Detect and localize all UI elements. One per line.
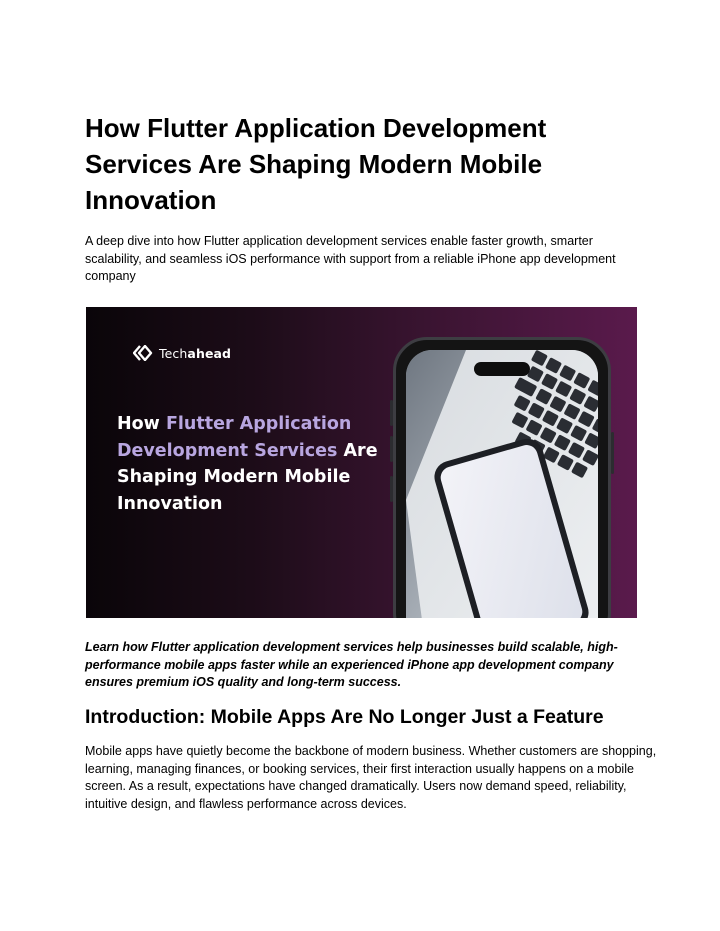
smartphone-icon [393, 337, 611, 618]
article-subtitle: A deep dive into how Flutter application development services enable faster growth, smarter scalability, and seamless iOS performance with support from a reliable iPhone app development company [85, 234, 616, 283]
brand-logo [133, 345, 231, 361]
dynamic-island [474, 362, 530, 376]
intro-body-paragraph: Mobile apps have quietly become the backbone of modern business. Whether customers are shopping, learning, managing finances, or booking services, their first interaction usually happens on a mobile screen. As a result, expectations have changed dramatically. Users now demand speed, reliability, intuitive design, and flawless performance across devices. [85, 744, 657, 811]
laptop-keyboard-icon [406, 350, 598, 618]
brand-name: Techahead [159, 345, 232, 361]
hero-heading: How Flutter Application Development Services Are Shaping Modern Mobile Innovation [117, 414, 378, 514]
techahead-logo-icon [133, 345, 153, 361]
section-heading-introduction: Introduction: Mobile Apps Are No Longer Just a Feature [85, 706, 604, 728]
article-title: How Flutter Application Development Services Are Shaping Modern Mobile Innovation [85, 113, 547, 215]
intro-lead-paragraph: Learn how Flutter application development services help businesses build scalable, high-performance mobile apps faster while an experienced iPhone app development company ensures premium iOS quality and long-term success. [85, 640, 618, 689]
hero-heading-highlight: Flutter Application Development Services [117, 414, 352, 461]
phone-screen [406, 350, 598, 618]
hero-banner-image [86, 307, 637, 618]
